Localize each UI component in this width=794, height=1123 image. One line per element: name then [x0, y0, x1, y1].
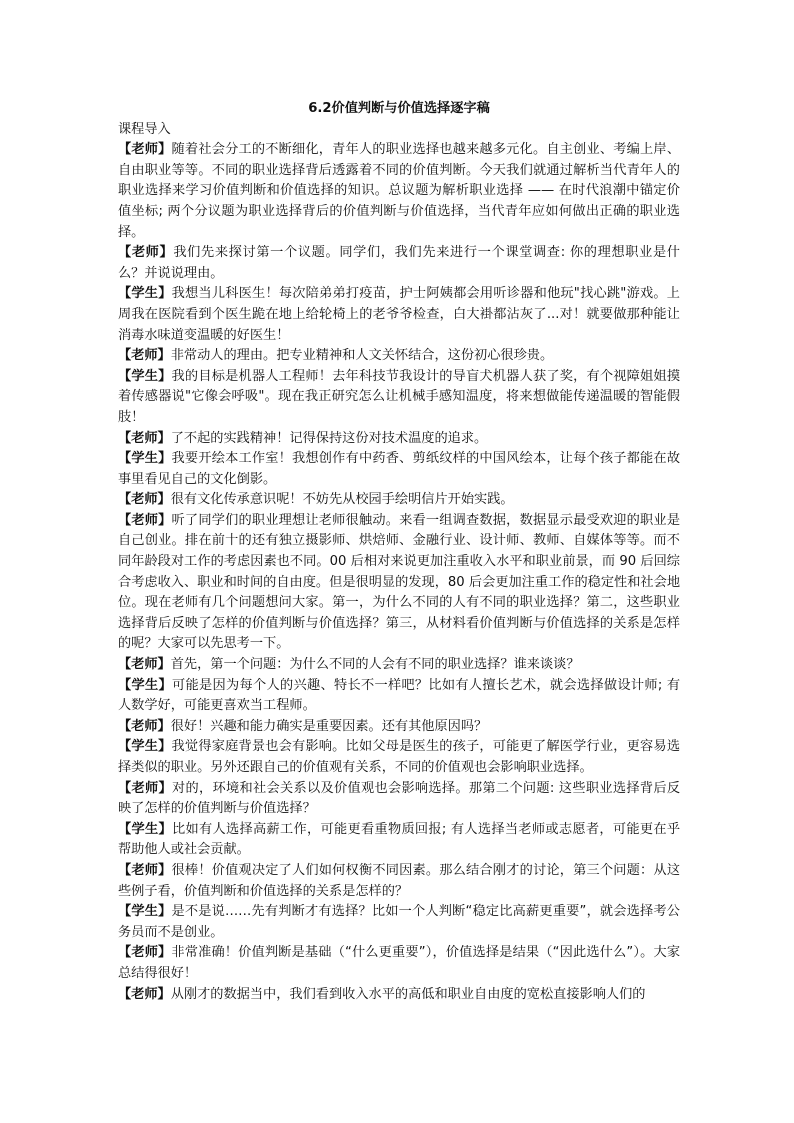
speaker-label: 【老师】	[118, 986, 171, 1002]
transcript-paragraph	[118, 429, 680, 450]
paragraph-text: 很有文化传承意识呢！不妨先从校园手绘明信片开始实践。	[170, 492, 514, 508]
transcript-paragraph	[118, 943, 680, 984]
transcript-paragraph	[118, 985, 680, 1006]
transcript-paragraph	[118, 511, 680, 655]
transcript-paragraph	[118, 820, 680, 861]
paragraph-text: 首先，第一个问题：为什么不同的人会有不同的职业选择？谁来谈谈？	[170, 657, 580, 673]
speaker-label: 【学生】	[118, 451, 172, 467]
speaker-label: 【学生】	[118, 821, 172, 837]
transcript-paragraph	[118, 902, 680, 943]
paragraph-text: 对的，环境和社会关系以及价值观也会影响选择。那第二个问题: 这些职业选择背后反映了怎样的价值判断与价值选择？	[118, 780, 681, 817]
speaker-label: 【老师】	[118, 862, 172, 878]
speaker-label: 【学生】	[118, 286, 172, 302]
speaker-label: 【老师】	[118, 245, 174, 261]
speaker-label: 【老师】	[118, 512, 172, 528]
transcript-paragraph	[118, 284, 680, 346]
paragraph-text: 我想当儿科医生！每次陪弟弟打疫苗，护士阿姨都会用听诊器和他玩"找心跳"游戏。上周我在医院看到个医生跪在地上给轮椅上的老爷爷检查，白大褂都沾灰了...对！就要做那种能让消毒水味道变温暖的好医生！	[118, 286, 680, 343]
transcript-paragraph	[118, 367, 680, 429]
paragraph-text: 比如有人选择高薪工作，可能更看重物质回报; 有人选择当老师或志愿者，可能更在乎帮助他人或社会贡献。	[118, 821, 681, 858]
document-title: 6.2价值判断与价值选择逐字稿	[308, 101, 490, 116]
transcript-paragraph	[118, 861, 680, 902]
section-heading: 课程导入	[118, 121, 171, 137]
paragraph-text: 是不是说……先有判断才有选择？比如一个人判断“稳定比高薪更重要”，就会选择考公务员而不是创业。	[118, 904, 680, 940]
paragraph-text: 从刚才的数据当中，我们看到收入水平的高低和职业自由度的宽松直接影响人们的	[170, 986, 646, 1002]
transcript-paragraph	[118, 449, 680, 490]
speaker-label: 【老师】	[118, 718, 171, 734]
transcript-paragraph	[118, 655, 680, 676]
transcript-paragraph	[118, 490, 680, 511]
paragraph-text: 了不起的实践精神！记得保持这份对技术温度的追求。	[170, 430, 488, 446]
speaker-label: 【老师】	[118, 945, 172, 961]
transcript-paragraph	[118, 346, 680, 367]
transcript-paragraph	[118, 243, 680, 284]
speaker-label: 【老师】	[118, 657, 171, 673]
paragraph-text: 我觉得家庭背景也会有影响。比如父母是医生的孩子，可能更了解医学行业，更容易选择类似的职业。另外还跟自己的价值观有关系，不同的价值观也会影响职业选择。	[118, 739, 681, 775]
paragraph-text: 随着社会分工的不断细化，青年人的职业选择也越来越多元化。自主创业、考编上岸、自由职业等等。不同的职业选择背后透露着不同的价值判断。今天我们就通过解析当代青年人的职业选择来学习价值判断和价值选择的知识。总议题为解析职业选择 —— 在时代浪潮中锚定价值坐标; 两个分议题为职业选择背后的价值判断与价值选择，当代青年应如何做出正确的职业选择。	[118, 142, 681, 240]
paragraph-text: 我们先来探讨第一个议题。同学们，我们先来进行一个课堂调查: 你的理想职业是什么？并说说理由。	[118, 245, 680, 281]
speaker-label: 【学生】	[118, 677, 172, 693]
paragraph-text: 很好！兴趣和能力确实是重要因素。还有其他原因吗？	[170, 718, 488, 734]
speaker-label: 【老师】	[118, 142, 172, 158]
paragraph-text: 听了同学们的职业理想让老师很触动。来看一组调查数据，数据显示最受欢迎的职业是自己创业。排在前十的还有独立摄影师、烘焙师、金融行业、设计师、教师、自媒体等等。而不同年龄段对工作的考虑因素也不同。00 后相对来说更加注重收入水平和职业前景，而 90 后回综合考虑收入、职业和时间的自由度。但是很明显的发现，80 后会更加注重工作的稳定性和社会地位。现在老师有几个问题想问大家。第一，为什么不同的人有不同的职业选择？第二，这些职业选择背后反映了怎样的价值判断与价值选择？第三，从材料看价值判断与价值选择的关系是怎样的呢？大家可以先思考一下。	[118, 512, 681, 652]
paragraph-text: 我要开绘本工作室！我想创作有中药香、剪纸纹样的中国风绘本，让每个孩子都能在故事里看见自己的文化倒影。	[118, 451, 681, 487]
speaker-label: 【学生】	[118, 368, 172, 384]
transcript-paragraph	[118, 779, 680, 820]
transcript-paragraph	[118, 717, 680, 738]
speaker-label: 【老师】	[118, 780, 172, 796]
transcript	[118, 140, 680, 1005]
paragraph-text: 非常动人的理由。把专业精神和人文关怀结合，这份初心很珍贵。	[170, 348, 554, 364]
speaker-label: 【老师】	[118, 492, 171, 508]
paragraph-text: 可能是因为每个人的兴趣、特长不一样吧？比如有人擅长艺术，就会选择做设计师; 有人数学好，可能更喜欢当工程师。	[118, 677, 681, 714]
speaker-label: 【学生】	[118, 904, 172, 920]
transcript-paragraph	[118, 676, 680, 717]
paragraph-text: 非常准确！价值判断是基础（“什么更重要”），价值选择是结果（“因此选什么”）。大家总结得很好！	[118, 945, 681, 981]
transcript-paragraph	[118, 140, 680, 243]
transcript-paragraph	[118, 737, 680, 778]
speaker-label: 【老师】	[118, 348, 171, 364]
paragraph-text: 很棒！价值观决定了人们如何权衡不同因素。那么结合刚才的讨论，第三个问题：从这些例子看，价值判断和价值选择的关系是怎样的？	[118, 862, 681, 899]
speaker-label: 【老师】	[118, 430, 171, 446]
document-body	[118, 99, 680, 1005]
paragraph-text: 我的目标是机器人工程师！去年科技节我设计的导盲犬机器人获了奖，有个视障姐姐摸着传感器说"它像会呼吸"。现在我正研究怎么让机械手感知温度，将来想做能传递温暖的智能假肢！	[118, 368, 681, 425]
speaker-label: 【学生】	[118, 739, 172, 755]
